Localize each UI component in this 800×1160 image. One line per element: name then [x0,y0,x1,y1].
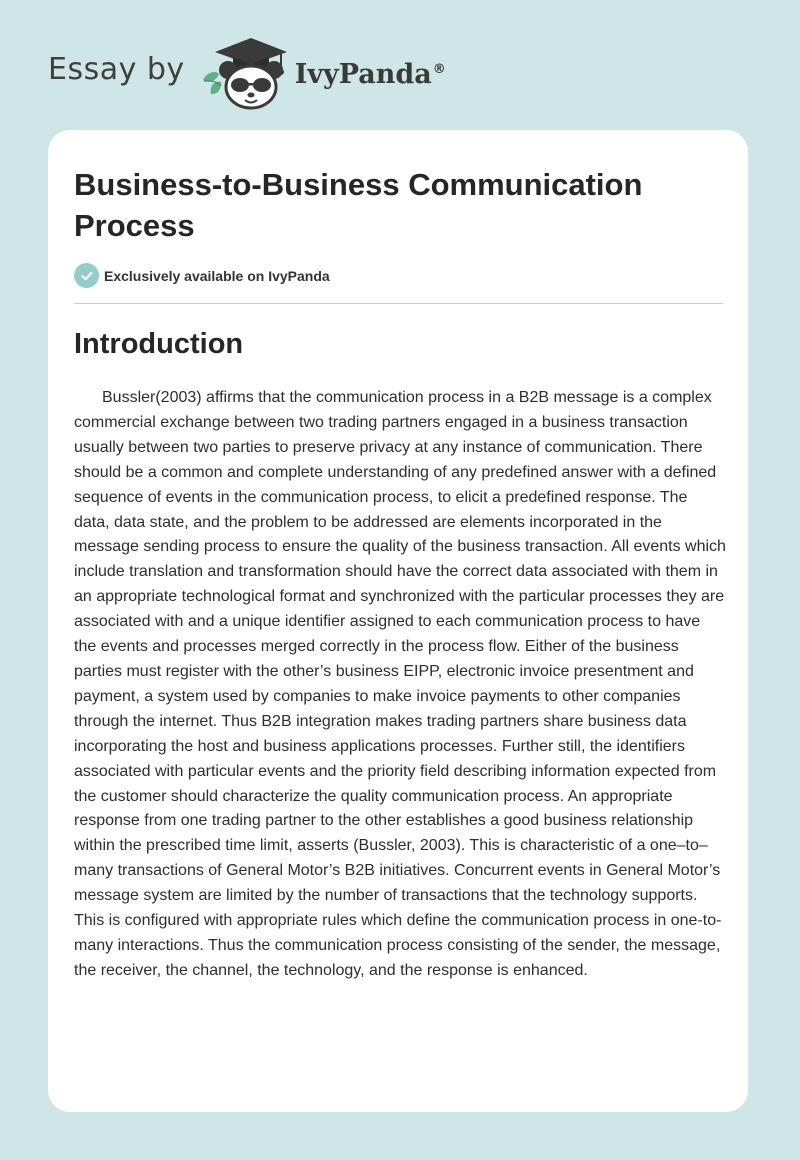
essay-card [48,130,748,1112]
panda-graduate-icon [201,34,291,110]
site-logo[interactable] [48,34,446,110]
logo-brand-name: IvyPanda® [294,58,446,90]
logo-prefix-text: Essay by [48,51,185,87]
introduction-paragraph: Bussler(2003) affirms that the communication process in a B2B message is a complex commercial exchange between two trading partners engaged in a business transaction usually between two parties to preserve privacy at any instance of communication. There should be a common and complete understanding of any predefined answer with a defined sequence of events in the communication process, to elicit a predefined response. The data, data state, and the problem to be addressed are elements incorporated in the message sending process to ensure the quality of the business transaction. All events which include translation and transformation should have the correct data associated with them in an appropriate technological format and synchronized with the particular processes they are associated with and a unique identifier assigned to each communication process to have the events and processes merged correctly in the process flow. Either of the business parties must register with the other’s business EIPP, electronic invoice presentment and payment, a system used by companies to make invoice payments to other companies through the internet. Thus B2B integration makes trading partners share business data incorporating the host and business applications processes. Further still, the identifiers associated with particular events and the priority field describing information expected from the customer should characterize the quality communication process. An appropriate response from one trading partner to the other establishes a good business relationship within the prescribed time limit, asserts (Bussler, 2003). This is characteristic of a one–to–many transactions of General Motor’s B2B initiatives. Concurrent events in General Motor’s message system are limited by the number of transactions that the technology supports. This is configured with appropriate rules which define the communication process in one-to-many interactions. Thus the communication process consisting of the sender, the message, the receiver, the channel, the technology, and the response is enhanced. [74,389,726,979]
section-heading-introduction: Introduction [74,328,244,360]
essay-title: Business-to-Business Communication Process [74,167,643,243]
title-divider [74,303,723,304]
check-icon [74,263,99,288]
exclusive-badge [74,263,330,288]
exclusive-label: Exclusively available on IvyPanda [104,267,330,284]
